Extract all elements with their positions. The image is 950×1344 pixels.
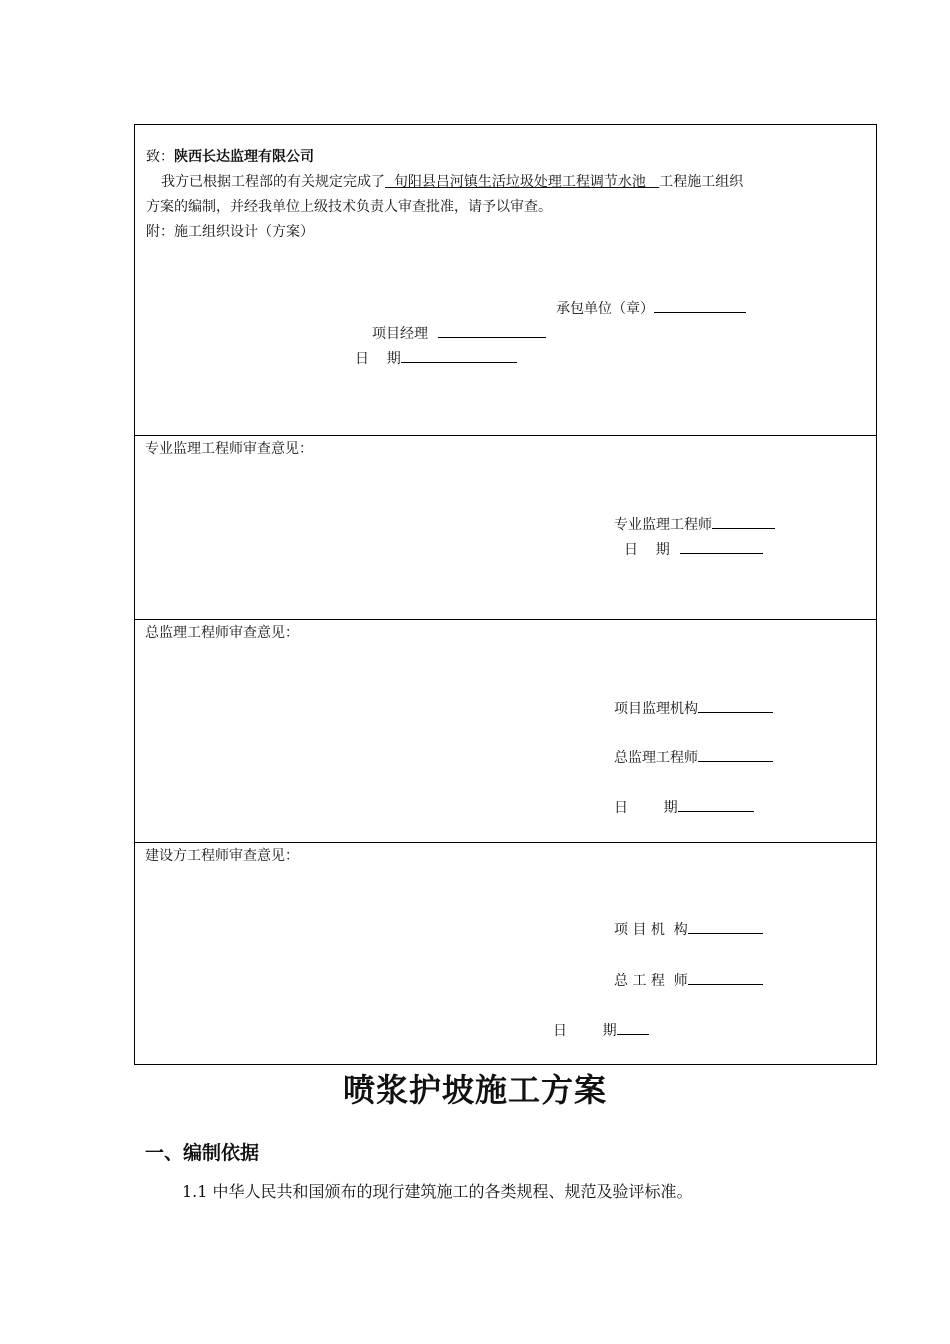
submission-date-line	[355, 347, 517, 369]
owner-chief-line	[614, 969, 763, 991]
contractor-label: 承包单位（章）	[556, 301, 654, 317]
specialist-engineer-line	[614, 513, 775, 535]
manager-signature-line	[372, 322, 546, 344]
owner-org-label: 项 目 机 构	[614, 922, 688, 938]
contractor-blank	[654, 297, 746, 313]
document-title: 喷浆护坡施工方案	[342, 1071, 607, 1109]
body-prefix: 我方已根据工程部的有关规定完成了	[161, 174, 385, 190]
chief-date-label: 日 期	[614, 800, 678, 816]
owner-date-label: 日 期	[553, 1023, 617, 1039]
chief-engineer-line	[614, 746, 773, 768]
submission-body-line2: 方案的编制，并经我单位上级技术负责人审查批准，请予以审查。	[146, 199, 552, 215]
manager-label: 项目经理	[372, 326, 428, 342]
chief-supervisor-review-section	[135, 619, 876, 842]
owner-date-line	[553, 1019, 649, 1041]
addressee-line	[146, 147, 314, 167]
chief-review-heading: 总监理工程师审查意见：	[145, 625, 299, 641]
addressee-label: 致：	[146, 149, 174, 165]
specialist-engineer-blank	[712, 513, 775, 529]
body-suffix: 工程施工组织	[659, 174, 744, 190]
submission-body-line1	[161, 172, 743, 192]
owner-review-heading: 建设方工程师审查意见：	[145, 848, 299, 864]
chief-date-line	[614, 796, 754, 818]
specialist-date-blank	[680, 538, 763, 554]
specialist-engineer-label: 专业监理工程师	[614, 517, 712, 533]
attachment-note: 附：施工组织设计（方案）	[146, 224, 314, 240]
owner-chief-blank	[688, 969, 763, 985]
owner-org-blank	[688, 918, 763, 934]
supervision-org-line	[614, 697, 773, 719]
addressee-company: 陕西长达监理有限公司	[174, 149, 314, 165]
specialist-review-heading: 专业监理工程师审查意见：	[145, 441, 313, 457]
manager-blank	[438, 322, 546, 338]
chief-engineer-label: 总监理工程师	[614, 750, 698, 766]
chief-engineer-blank	[698, 746, 773, 762]
section-heading: 一、编制依据	[145, 1142, 260, 1164]
paragraph-1-1: 1.1 中华人民共和国颁布的现行建筑施工的各类规程、规范及验评标准。	[182, 1182, 693, 1201]
chief-date-blank	[678, 796, 754, 812]
specialist-date-label: 日 期	[624, 542, 670, 558]
project-name: 旬阳县吕河镇生活垃圾处理工程调节水池	[385, 174, 660, 190]
approval-form-table	[134, 124, 877, 1065]
contractor-submission-section	[135, 125, 876, 435]
date-blank	[401, 347, 517, 363]
specialist-date-line	[624, 538, 763, 560]
owner-org-line	[614, 918, 763, 940]
contractor-signature-line	[556, 297, 746, 319]
date-label: 日 期	[355, 351, 401, 367]
owner-date-blank	[617, 1019, 649, 1035]
specialist-engineer-review-section	[135, 435, 876, 619]
supervision-org-blank	[698, 697, 773, 713]
supervision-org-label: 项目监理机构	[614, 701, 698, 717]
owner-engineer-review-section	[135, 842, 876, 1064]
owner-chief-label: 总 工 程 师	[614, 973, 688, 989]
